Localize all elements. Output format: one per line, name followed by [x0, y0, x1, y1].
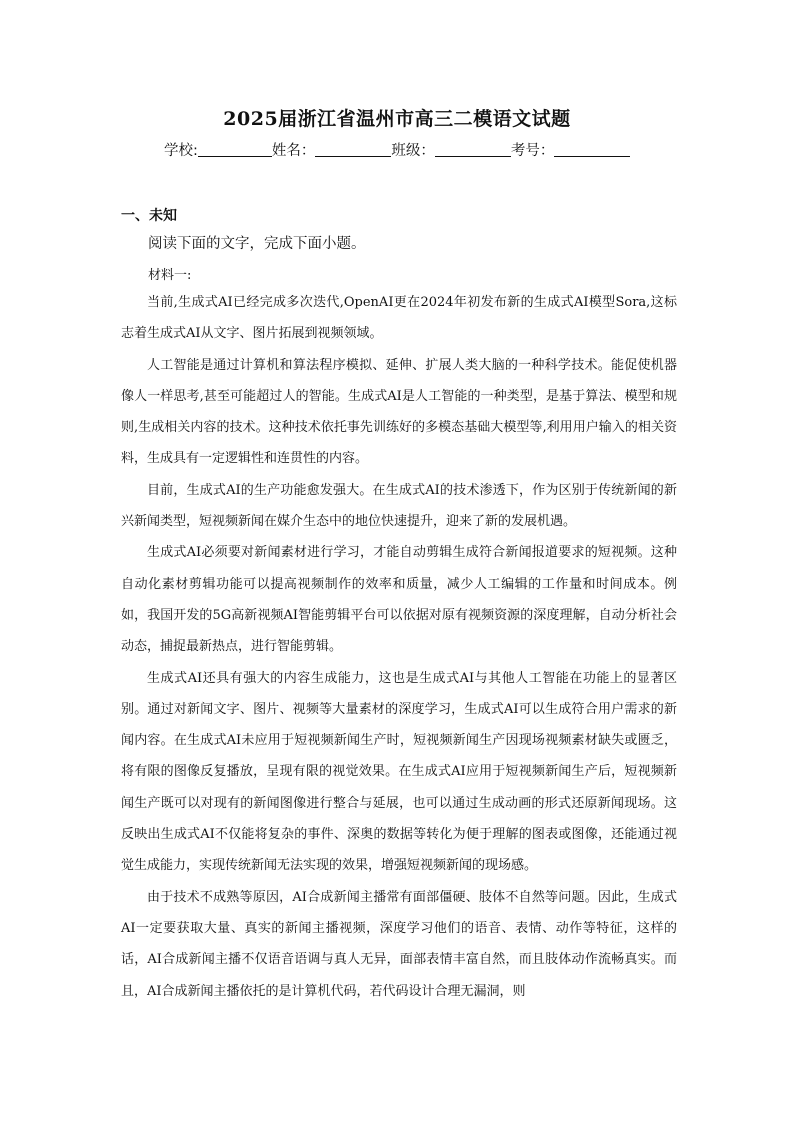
school-blank: [198, 142, 272, 157]
school-label: 学校:: [164, 143, 198, 159]
student-info-line: [164, 139, 644, 160]
paragraph: 人工智能是通过计算机和算法程序模拟、延伸、扩展人类大脑的一种科学技术。能促使机器像人一样思考,甚至可能超过人的智能。生成式AI是人工智能的一种类型，是基于算法、模型和规则,生成相关内容的技术。这种技术依托事先训练好的多模态基础大模型等,利用用户输入的相关资料，生成具有一定逻辑性和连贯性的内容。: [121, 357, 677, 467]
exam-no-label: 考号：: [510, 143, 555, 159]
reading-instruction: 阅读下面的文字，完成下面小题。: [148, 236, 366, 252]
name-blank: [315, 142, 391, 157]
paragraph: 当前,生成式AI已经完成多次迭代,OpenAI更在2024年初发布新的生成式AI模型Sora,这标志着生成式AI从文字、图片拓展到视频领域。: [121, 295, 677, 342]
class-blank: [435, 142, 511, 157]
article-body: [121, 287, 677, 1007]
paragraph: 目前，生成式AI的生产功能愈发强大。在生成式AI的技术渗透下，作为区别于传统新闻的新兴新闻类型，短视频新闻在媒介生态中的地位快速提升，迎来了新的发展机遇。: [121, 482, 677, 530]
paragraph: 由于技术不成熟等原因，AI合成新闻主播常有面部僵硬、肢体不自然等问题。因此，生成式AI一定要获取大量、真实的新闻主播视频，深度学习他们的语音、表情、动作等特征，这样的话，AI合成新闻主播不仅语音语调与真人无异，面部表情丰富自然，而且肢体动作流畅真实。而且，AI合成新闻主播依托的是计算机代码，若代码设计合理无漏洞，则: [121, 889, 677, 999]
class-label: 班级：: [391, 143, 435, 159]
material-label: 材料一:: [148, 268, 192, 283]
section-heading: 一、未知: [121, 208, 177, 224]
name-label: 姓名：: [271, 143, 316, 159]
paragraph: 生成式AI还具有强大的内容生成能力，这也是生成式AI与其他人工智能在功能上的显著区别。通过对新闻文字、图片、视频等大量素材的深度学习，生成式AI可以生成符合用户需求的新闻内容。在生成式AI未应用于短视频新闻生产时，短视频新闻生产因现场视频素材缺失或匮乏，将有限的图像反复播放，呈现有限的视觉效果。在生成式AI应用于短视频新闻生产后，短视频新闻生产既可以对现有的新闻图像进行整合与延展，也可以通过生成动画的形式还原新闻现场。这反映出生成式AI不仅能将复杂的事件、深奥的数据等转化为便于理解的图表或图像，还能通过视觉生成能力，实现传统新闻无法实现的效果，增强短视频新闻的现场感。: [121, 670, 677, 874]
exam-no-blank: [554, 142, 630, 157]
document-title: 2025届浙江省温州市高三二模语文试题: [223, 108, 571, 130]
paragraph: 生成式AI必须要对新闻素材进行学习，才能自动剪辑生成符合新闻报道要求的短视频。这种自动化素材剪辑功能可以提高视频制作的效率和质量，减少人工编辑的工作量和时间成本。例如，我国开发的5G高新视频AI智能剪辑平台可以依据对原有视频资源的深度理解，自动分析社会动态，捕捉最新热点，进行智能剪辑。: [121, 545, 677, 655]
